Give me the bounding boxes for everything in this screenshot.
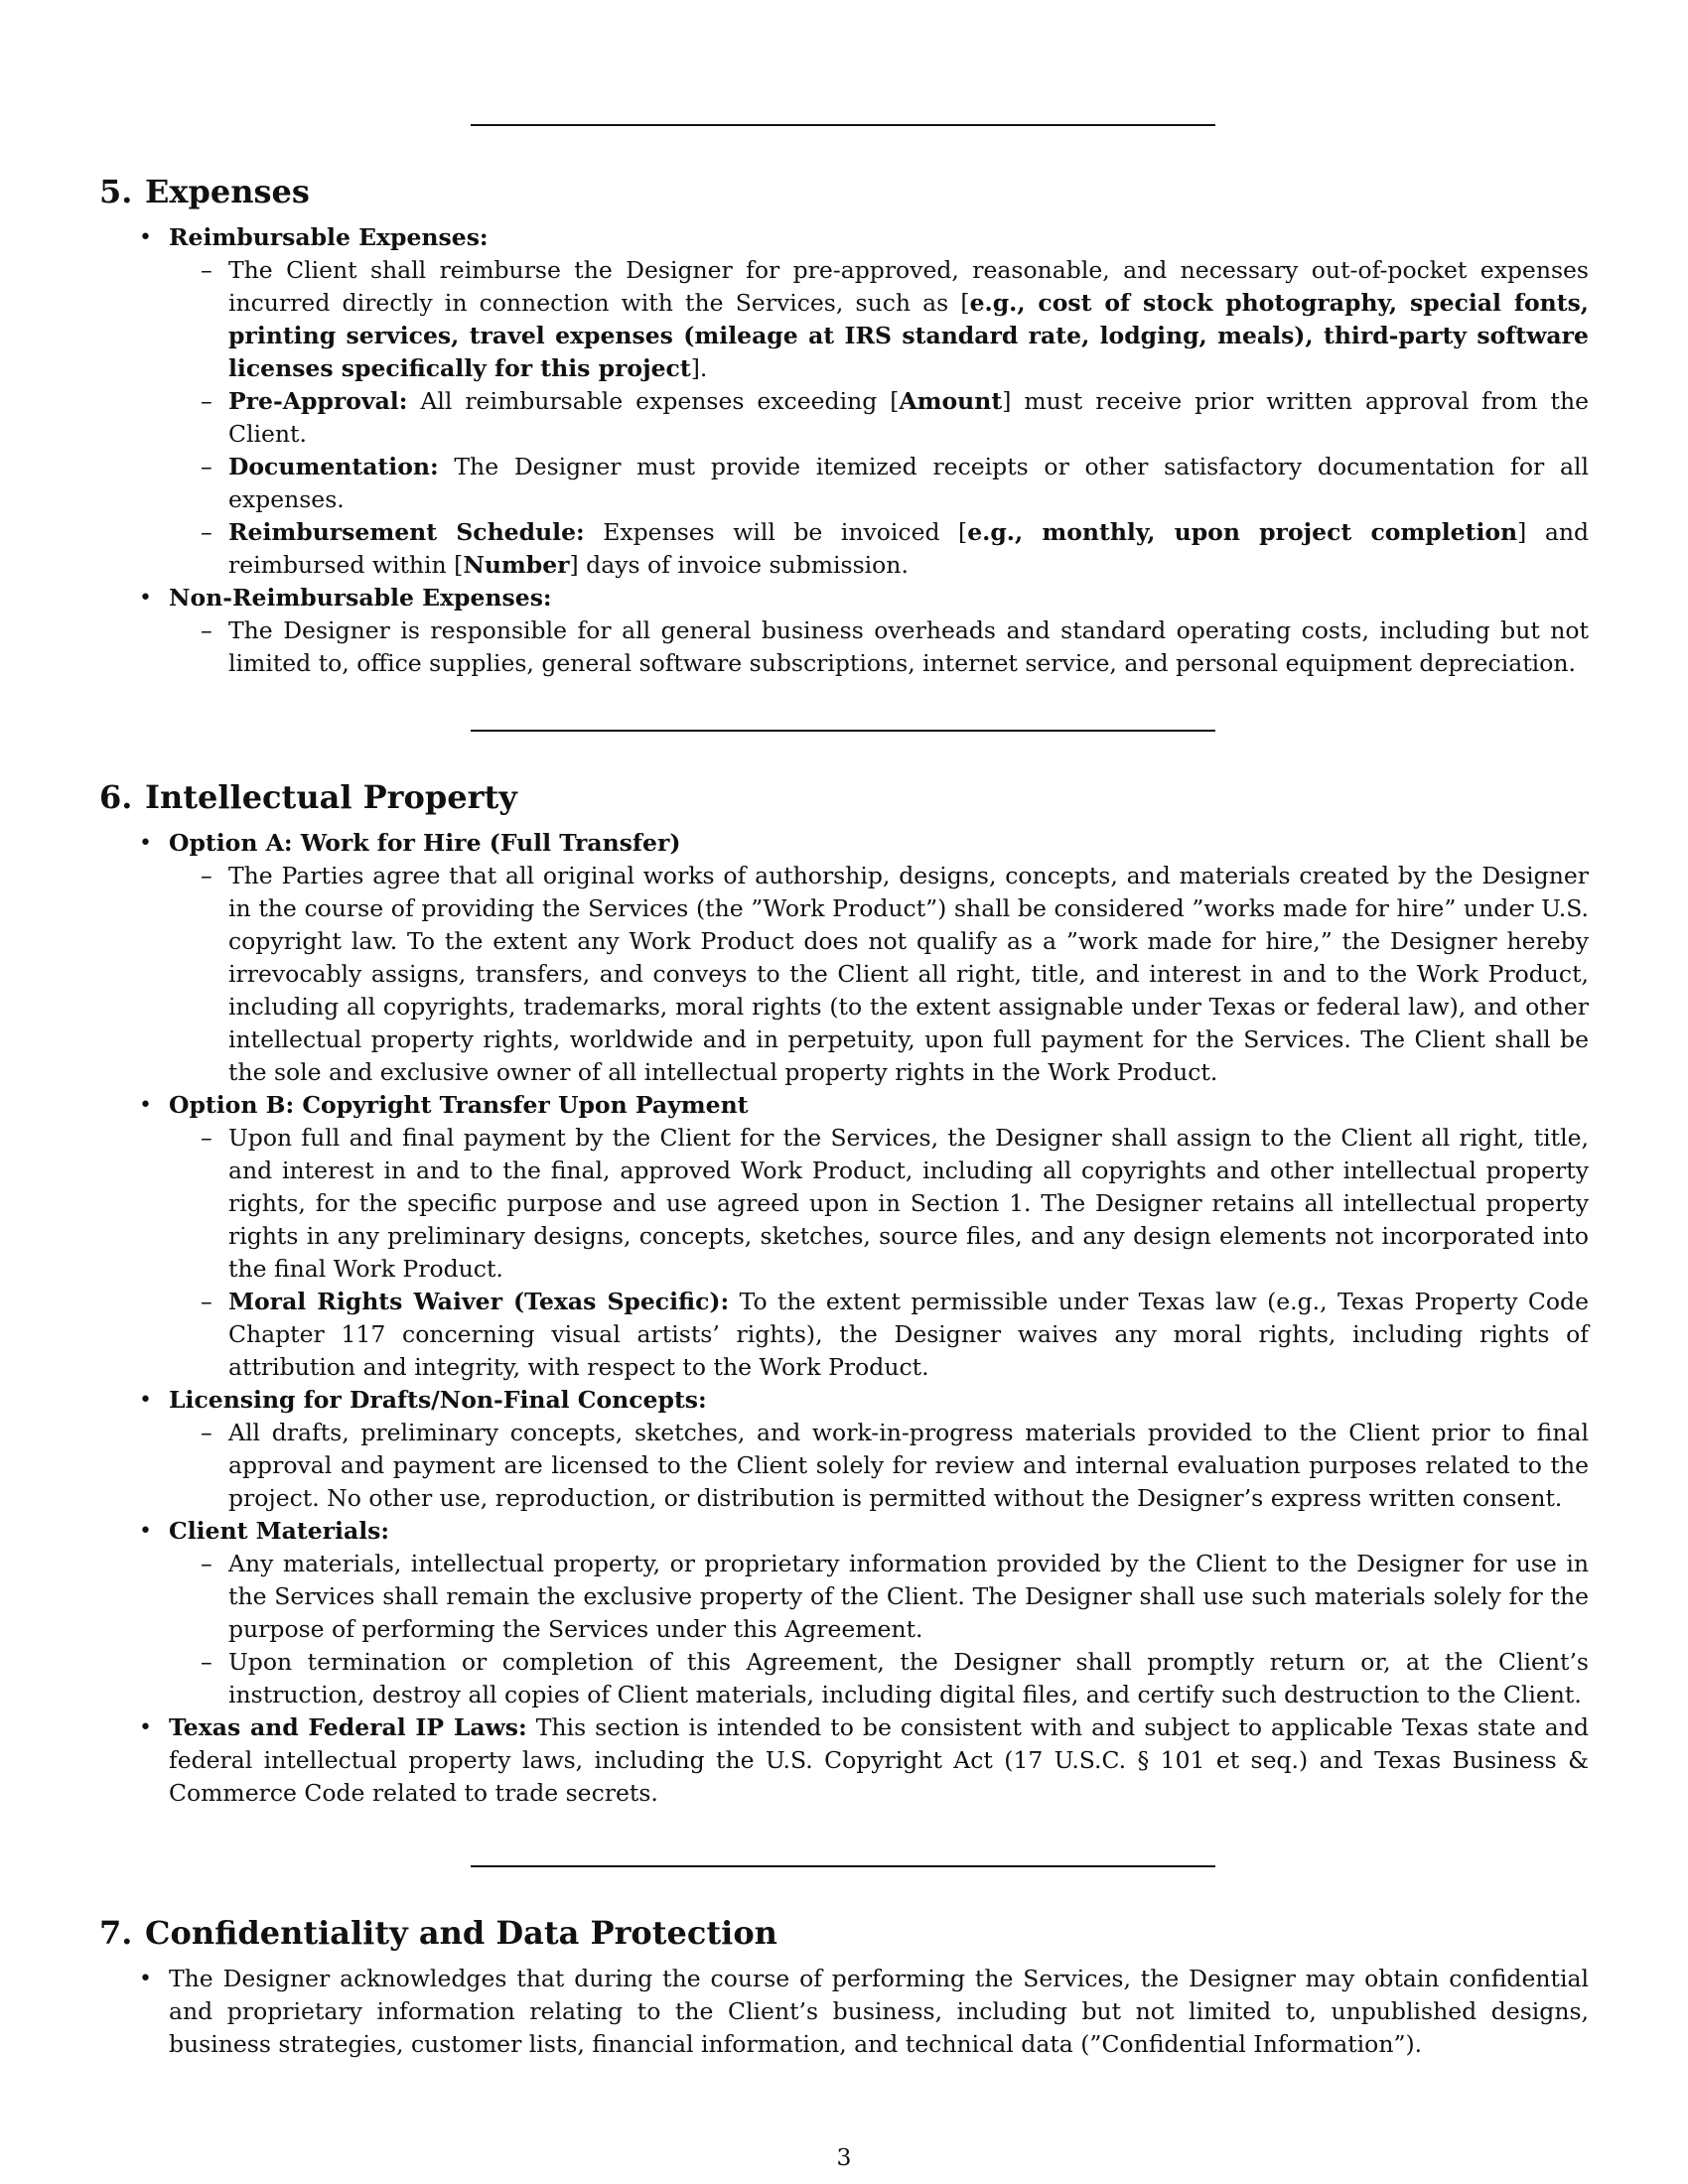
section-expenses bbox=[99, 172, 1589, 680]
bullet-list bbox=[99, 1963, 1589, 2061]
section-divider bbox=[471, 730, 1215, 732]
item-label: Pre-Approval: bbox=[228, 387, 408, 415]
list-item bbox=[99, 582, 1589, 680]
list-item: – Documentation: The Designer must provide itemized receipts or other satisfactory documentation for all expenses. bbox=[169, 451, 1589, 516]
list-item: – Reimbursement Schedule: Expenses will be invoiced [e.g., monthly, upon project completion] and reimbursed within [Number] days of invoice submission. bbox=[169, 516, 1589, 582]
list-item: – The Parties agree that all original works of authorship, designs, concepts, and materials created by the Designer in the course of providing the Services (the ”Work Product”) shall be considered ”works made for hire” under U.S. copyright law. To the extent any Work Product does not qualify as a ”work made for hire,” the Designer hereby irrevocably assigns, transfers, and conveys to the Client all right, title, and interest in and to the Work Product, including all copyrights, trademarks, moral rights (to the extent assignable under Texas or federal law), and other intellectual property rights, worldwide and in perpetuity, upon full payment for the Services. The Client shall be the sole and exclusive owner of all intellectual property rights in the Work Product. bbox=[169, 860, 1589, 1089]
section-divider bbox=[471, 1865, 1215, 1867]
section-intellectual-property bbox=[99, 777, 1589, 1810]
list-item bbox=[99, 1384, 1589, 1515]
item-label: Moral Rights Waiver (Texas Specific): bbox=[228, 1288, 730, 1315]
sub-list bbox=[169, 254, 1589, 582]
list-item bbox=[99, 1089, 1589, 1384]
item-label: Licensing for Drafts/Non-Final Concepts: bbox=[169, 1386, 707, 1414]
list-item: • Texas and Federal IP Laws: This section is intended to be consistent with and subject to applicable Texas state and federal intellectual property laws, including the U.S. Copyright Act (17 U.S.C. § 101 et seq.) and Texas Business & Commerce Code related to trade secrets. bbox=[99, 1711, 1589, 1810]
item-label: Client Materials: bbox=[169, 1517, 390, 1545]
item-label: Documentation: bbox=[228, 453, 439, 480]
list-item: – Upon termination or completion of this Agreement, the Designer shall promptly return or, at the Client’s instruction, destroy all copies of Client materials, including digital files, and certify such destruction to the Client. bbox=[169, 1646, 1589, 1711]
bullet-list bbox=[99, 827, 1589, 1810]
section-heading bbox=[99, 172, 1589, 211]
list-item: – The Client shall reimburse the Designer for pre-approved, reasonable, and necessary out-of-pocket expenses incurred directly in connection with the Services, such as [e.g., cost of stock photography, special fonts, printing services, travel expenses (mileage at IRS standard rate, lodging, meals), third-party software licenses specifically for this project]. bbox=[169, 254, 1589, 385]
page-number: 3 bbox=[836, 2143, 852, 2171]
section-confidentiality bbox=[99, 1913, 1589, 2061]
sub-list bbox=[169, 1122, 1589, 1384]
item-label: Non-Reimbursable Expenses: bbox=[169, 584, 552, 612]
section-number: 6. bbox=[99, 778, 133, 816]
section-title: Confidentiality and Data Protection bbox=[145, 1914, 777, 1952]
section-title: Expenses bbox=[145, 173, 310, 210]
list-item bbox=[99, 1515, 1589, 1711]
sub-list bbox=[169, 1548, 1589, 1711]
section-heading bbox=[99, 777, 1589, 817]
list-item: – Any materials, intellectual property, or proprietary information provided by the Client to the Designer for use in the Services shall remain the exclusive property of the Client. The Designer shall use such materials solely for the purpose of performing the Services under this Agreement. bbox=[169, 1548, 1589, 1646]
item-label: Option B: Copyright Transfer Upon Payment bbox=[169, 1091, 749, 1119]
list-item bbox=[99, 221, 1589, 582]
item-label: Texas and Federal IP Laws: bbox=[169, 1713, 527, 1741]
sub-list bbox=[169, 614, 1589, 680]
bullet-list bbox=[99, 221, 1589, 680]
list-item: – Upon full and final payment by the Client for the Services, the Designer shall assign to the Client all right, title, and interest in and to the final, approved Work Product, including all copyrights and other intellectual property rights, for the specific purpose and use agreed upon in Section 1. The Designer retains all intellectual property rights in any preliminary designs, concepts, sketches, source files, and any design elements not incorporated into the final Work Product. bbox=[169, 1122, 1589, 1286]
section-divider bbox=[471, 124, 1215, 126]
list-item: – Pre-Approval: All reimbursable expenses exceeding [Amount] must receive prior written approval from the Client. bbox=[169, 385, 1589, 451]
list-item: • The Designer acknowledges that during the course of performing the Services, the Designer may obtain confidential and proprietary information relating to the Client’s business, including but not limited to, unpublished designs, business strategies, customer lists, financial information, and technical data (”Confidential Information”). bbox=[99, 1963, 1589, 2061]
sub-list bbox=[169, 1417, 1589, 1515]
section-number: 7. bbox=[99, 1914, 133, 1952]
list-item: – Moral Rights Waiver (Texas Specific): To the extent permissible under Texas law (e.g., Texas Property Code Chapter 117 concerning visual artists’ rights), the Designer waives any moral rights, including rights of attribution and integrity, with respect to the Work Product. bbox=[169, 1286, 1589, 1384]
item-label: Reimbursable Expenses: bbox=[169, 223, 489, 251]
list-item bbox=[99, 827, 1589, 1089]
list-item: – All drafts, preliminary concepts, sketches, and work-in-progress materials provided to the Client prior to final approval and payment are licensed to the Client solely for review and internal evaluation purposes related to the project. No other use, reproduction, or distribution is permitted without the Designer’s express written consent. bbox=[169, 1417, 1589, 1515]
sub-list bbox=[169, 860, 1589, 1089]
list-item: – The Designer is responsible for all general business overheads and standard operating costs, including but not limited to, office supplies, general software subscriptions, internet service, and personal equipment depreciation. bbox=[169, 614, 1589, 680]
section-number: 5. bbox=[99, 173, 133, 210]
section-heading bbox=[99, 1913, 1589, 1953]
item-label: Option A: Work for Hire (Full Transfer) bbox=[169, 829, 681, 857]
item-label: Reimbursement Schedule: bbox=[228, 518, 585, 546]
section-title: Intellectual Property bbox=[145, 778, 517, 816]
